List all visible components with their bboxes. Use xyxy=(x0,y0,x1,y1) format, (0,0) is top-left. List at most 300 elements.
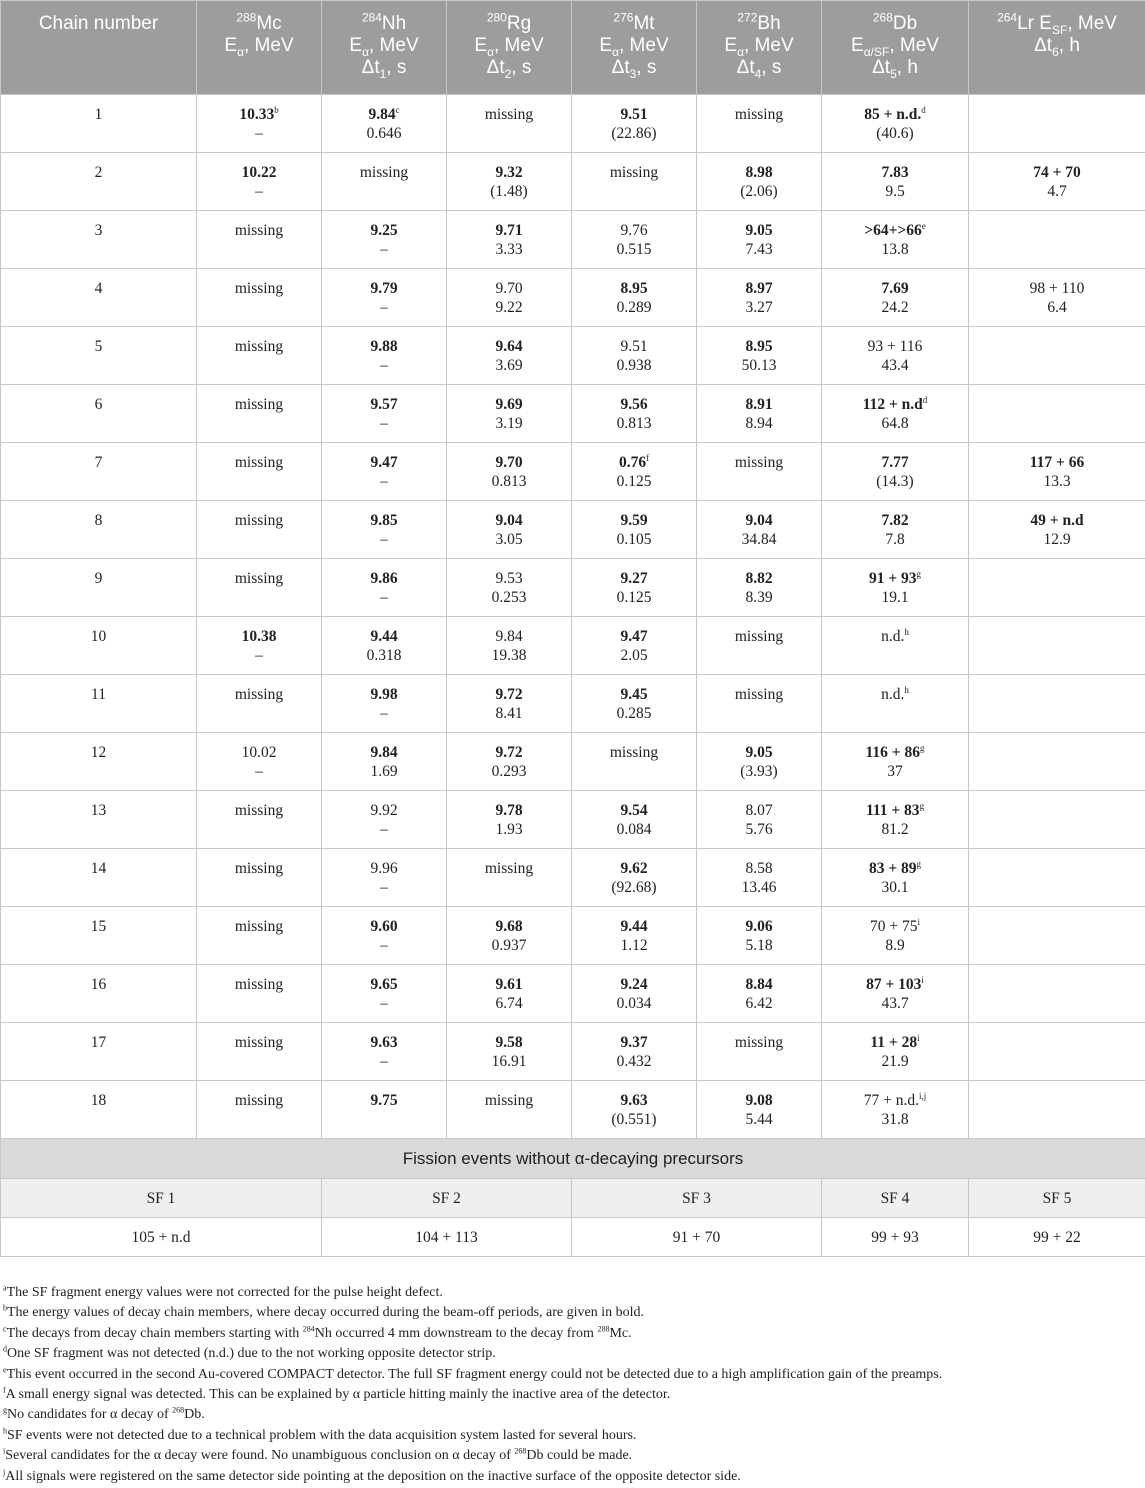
header-db: $^{268}$Db $E_{\alpha/SF}$, MeV $\Delta t_5$, h xyxy=(822,1,969,95)
cell-time: (0.551) xyxy=(611,1111,657,1128)
cell-value: 9.72 xyxy=(495,686,523,703)
cell-nh xyxy=(322,907,447,965)
cell-value: 9.98 xyxy=(370,686,398,703)
chain-number-cell: 1 xyxy=(1,95,197,153)
cell-value: 9.24 xyxy=(620,976,648,993)
cell-value: 91 + 93 xyxy=(868,570,917,587)
cell-bh xyxy=(697,1081,822,1139)
cell-value: 9.60 xyxy=(370,918,398,935)
table-row xyxy=(1,849,1145,907)
cell-mt xyxy=(572,965,697,1023)
chain-number-cell: 2 xyxy=(1,153,197,211)
cell-time: 0.318 xyxy=(366,647,402,664)
cell-mt xyxy=(572,675,697,733)
cell-value: 9.32 xyxy=(495,164,523,181)
cell-time: 4.7 xyxy=(1047,183,1067,200)
footnote-b xyxy=(3,1303,1143,1323)
footnote-mark: d xyxy=(3,1344,7,1354)
cell-mc xyxy=(197,501,322,559)
cell-time: – xyxy=(380,473,388,490)
cell-nh xyxy=(322,559,447,617)
cell-rg xyxy=(447,95,572,153)
cell-value: 9.25 xyxy=(370,222,398,239)
cell-value: 9.61 xyxy=(495,976,523,993)
cell-rg xyxy=(447,907,572,965)
cell-value: 9.08 xyxy=(745,1092,773,1109)
cell-time: 0.813 xyxy=(491,473,527,490)
header-bh: $^{272}$Bh $E_\alpha$, MeV $\Delta t_4$, s xyxy=(697,1,822,95)
footnote-mark: b xyxy=(3,1303,7,1313)
chain-number-cell: 6 xyxy=(1,385,197,443)
cell-nh xyxy=(322,385,447,443)
cell-time: 43.7 xyxy=(881,995,909,1012)
cell-value: 9.65 xyxy=(370,976,398,993)
cell-value: 7.83 xyxy=(881,164,909,181)
cell-time: 5.76 xyxy=(745,821,773,838)
footnote-text: No candidates for α decay of xyxy=(7,1407,173,1423)
cell-mt xyxy=(572,1081,697,1139)
cell-mt xyxy=(572,385,697,443)
cell-time: 43.4 xyxy=(881,357,909,374)
footnote-j xyxy=(3,1467,1143,1487)
cell-value: 8.82 xyxy=(745,570,773,587)
cell-lr xyxy=(969,1081,1145,1139)
cell-db xyxy=(822,95,969,153)
cell-value: 9.04 xyxy=(495,512,523,529)
cell-time: 13.46 xyxy=(741,879,777,896)
cell-value: 112 + n.d xyxy=(862,396,923,413)
cell-db xyxy=(822,443,969,501)
cell-value: 111 + 83 xyxy=(865,802,920,819)
footnote-d xyxy=(3,1344,1143,1364)
footnote-marker: d xyxy=(921,104,926,115)
cell-value: 9.63 xyxy=(620,1092,648,1109)
footnote-text: The SF fragment energy values were not corrected for the pulse height defect. xyxy=(6,1285,443,1300)
cell-time: 0.938 xyxy=(616,357,652,374)
cell-lr xyxy=(969,907,1145,965)
chain-number-cell: 15 xyxy=(1,907,197,965)
cell-value: 9.96 xyxy=(370,860,398,877)
cell-rg xyxy=(447,153,572,211)
footnote-marker: d xyxy=(922,394,928,405)
fission-label-row xyxy=(1,1179,1145,1218)
cell-nh xyxy=(322,791,447,849)
cell-value: missing xyxy=(734,1034,784,1051)
fission-section-title: Fission events without α-decaying precursors xyxy=(1,1139,1145,1179)
cell-value: 9.45 xyxy=(620,686,648,703)
cell-bh xyxy=(697,443,822,501)
footnote-mark: i xyxy=(3,1446,6,1456)
cell-time: (3.93) xyxy=(740,763,778,780)
footnote-marker: g xyxy=(916,858,922,869)
cell-nh xyxy=(322,443,447,501)
cell-time: 6.42 xyxy=(745,995,773,1012)
cell-time: 0.105 xyxy=(616,531,652,548)
cell-lr xyxy=(969,269,1145,327)
cell-value: missing xyxy=(359,164,409,181)
cell-db xyxy=(822,907,969,965)
cell-time: 13.8 xyxy=(881,241,909,258)
cell-rg xyxy=(447,1081,572,1139)
fission-label: SF 5 xyxy=(969,1179,1145,1218)
cell-lr xyxy=(969,675,1145,733)
cell-value: missing xyxy=(484,106,534,123)
cell-bh xyxy=(697,211,822,269)
cell-db xyxy=(822,965,969,1023)
cell-value: missing xyxy=(234,802,284,819)
cell-lr xyxy=(969,617,1145,675)
footnote-marker: i xyxy=(917,916,920,927)
cell-value: 7.82 xyxy=(881,512,909,529)
cell-time: 3.69 xyxy=(495,357,523,374)
chain-number-cell: 13 xyxy=(1,791,197,849)
cell-value: 77 + n.d. xyxy=(863,1092,919,1109)
cell-time: – xyxy=(380,705,388,722)
cell-bh xyxy=(697,849,822,907)
cell-time: (1.48) xyxy=(490,183,528,200)
cell-lr xyxy=(969,559,1145,617)
chain-number-cell: 16 xyxy=(1,965,197,1023)
cell-value: 9.44 xyxy=(620,918,648,935)
footnote-text: Nh occurred 4 mm downstream to the decay from xyxy=(314,1325,598,1341)
cell-lr xyxy=(969,791,1145,849)
header-mt: $^{276}$Mt $E_\alpha$, MeV $\Delta t_3$, s xyxy=(572,1,697,95)
header-nh: $^{284}$Nh $E_\alpha$, MeV $\Delta t_1$, s xyxy=(322,1,447,95)
cell-time: 0.937 xyxy=(491,937,527,954)
cell-bh xyxy=(697,95,822,153)
cell-time: 0.432 xyxy=(616,1053,652,1070)
chain-number-cell: 5 xyxy=(1,327,197,385)
cell-bh xyxy=(697,1023,822,1081)
cell-mt xyxy=(572,849,697,907)
cell-mc xyxy=(197,327,322,385)
cell-value: missing xyxy=(234,454,284,471)
cell-db xyxy=(822,1081,969,1139)
cell-time: 50.13 xyxy=(741,357,777,374)
cell-value: missing xyxy=(234,860,284,877)
cell-time: 0.253 xyxy=(491,589,527,606)
footnote-marker: f xyxy=(646,452,650,463)
cell-time: (22.86) xyxy=(611,125,657,142)
chain-number-cell: 3 xyxy=(1,211,197,269)
cell-value: 8.58 xyxy=(745,860,773,877)
cell-mt xyxy=(572,733,697,791)
footnote-marker: i xyxy=(921,974,924,985)
footnote-h xyxy=(3,1426,1143,1446)
cell-value: missing xyxy=(734,454,784,471)
cell-db xyxy=(822,385,969,443)
fission-section-header xyxy=(1,1139,1145,1179)
cell-value: 70 + 75 xyxy=(869,918,918,935)
cell-time: 3.05 xyxy=(495,531,523,548)
footnote-a xyxy=(3,1283,1143,1303)
cell-time: – xyxy=(380,937,388,954)
footnote-text: Db could be made. xyxy=(526,1448,633,1464)
fission-value-row xyxy=(1,1218,1145,1257)
header-lr: $^{264}$Lr $E_{SF}$, MeV $\Delta t_6$, h xyxy=(969,1,1145,95)
fission-value: 99 + 22 xyxy=(969,1218,1145,1257)
cell-value: 10.38 xyxy=(241,628,277,645)
table-row xyxy=(1,153,1145,211)
cell-time: – xyxy=(380,821,388,838)
chain-number-cell: 10 xyxy=(1,617,197,675)
cell-value: 9.92 xyxy=(370,802,398,819)
cell-mc xyxy=(197,443,322,501)
fission-label: SF 4 xyxy=(822,1179,969,1218)
cell-value: 8.07 xyxy=(745,802,773,819)
cell-time: 0.285 xyxy=(616,705,652,722)
cell-bh xyxy=(697,559,822,617)
cell-mc xyxy=(197,269,322,327)
chain-number-cell: 11 xyxy=(1,675,197,733)
cell-time: 9.22 xyxy=(495,299,523,316)
footnote-text: The energy values of decay chain members, where decay occurred during the beam-off periods, are given in bold. xyxy=(7,1305,645,1321)
cell-mc xyxy=(197,559,322,617)
cell-bh xyxy=(697,153,822,211)
table-row xyxy=(1,327,1145,385)
cell-time: 2.05 xyxy=(620,647,648,664)
cell-lr xyxy=(969,1023,1145,1081)
table-row xyxy=(1,617,1145,675)
cell-nh xyxy=(322,153,447,211)
cell-time: (40.6) xyxy=(876,125,914,142)
footnote-mark: c xyxy=(3,1324,7,1334)
cell-rg xyxy=(447,733,572,791)
cell-value: missing xyxy=(234,686,284,703)
cell-value: 9.63 xyxy=(370,1034,398,1051)
cell-time: – xyxy=(380,995,388,1012)
cell-rg xyxy=(447,211,572,269)
cell-value: 8.95 xyxy=(745,338,773,355)
cell-value: 0.76 xyxy=(618,454,647,471)
footnote-c xyxy=(3,1324,1143,1344)
cell-mt xyxy=(572,327,697,385)
cell-time: – xyxy=(380,879,388,896)
cell-value: 9.51 xyxy=(620,338,648,355)
footnote-mark: e xyxy=(3,1364,7,1374)
cell-time: 9.5 xyxy=(885,183,905,200)
cell-time: 30.1 xyxy=(881,879,909,896)
cell-db xyxy=(822,153,969,211)
cell-value: 9.70 xyxy=(495,454,523,471)
cell-db xyxy=(822,327,969,385)
footnote-marker: b xyxy=(274,104,279,115)
cell-db xyxy=(822,617,969,675)
cell-value: 9.06 xyxy=(745,918,773,935)
cell-value: 10.22 xyxy=(241,164,277,181)
cell-lr xyxy=(969,385,1145,443)
cell-time: (14.3) xyxy=(876,473,914,490)
cell-nh xyxy=(322,675,447,733)
cell-rg xyxy=(447,965,572,1023)
cell-mc xyxy=(197,849,322,907)
cell-time: 0.125 xyxy=(616,589,652,606)
cell-time: – xyxy=(255,125,263,142)
cell-time: (2.06) xyxy=(740,183,778,200)
cell-value: missing xyxy=(484,1092,534,1109)
cell-value: 9.54 xyxy=(620,802,648,819)
cell-time: – xyxy=(380,299,388,316)
footnote-f xyxy=(3,1385,1143,1405)
footnote-text: This event occurred in the second Au-covered COMPACT detector. The full SF fragment energy could not be detected due to a high amplification gain of the preamps. xyxy=(6,1366,943,1382)
table-row xyxy=(1,385,1145,443)
cell-value: 9.05 xyxy=(745,222,773,239)
cell-value: 9.84 xyxy=(368,106,396,123)
cell-value: 83 + 89 xyxy=(868,860,917,877)
cell-value: 9.04 xyxy=(745,512,773,529)
cell-lr xyxy=(969,95,1145,153)
fission-value: 105 + n.d xyxy=(1,1218,322,1257)
cell-time: 6.4 xyxy=(1047,299,1067,316)
cell-value: 117 + 66 xyxy=(1029,454,1085,471)
cell-time: 0.515 xyxy=(616,241,652,258)
cell-db xyxy=(822,559,969,617)
cell-value: 9.70 xyxy=(495,280,523,297)
cell-mt xyxy=(572,211,697,269)
chain-number-cell: 17 xyxy=(1,1023,197,1081)
cell-value: 9.75 xyxy=(370,1092,398,1109)
footnote-marker: h xyxy=(904,626,909,637)
table-row xyxy=(1,1023,1145,1081)
cell-value: 9.71 xyxy=(495,222,523,239)
cell-mc xyxy=(197,791,322,849)
cell-value: missing xyxy=(234,512,284,529)
cell-time: 6.74 xyxy=(495,995,523,1012)
table-row xyxy=(1,1081,1145,1139)
mass-number: 284 xyxy=(302,1324,315,1334)
cell-mt xyxy=(572,907,697,965)
cell-value: 9.44 xyxy=(370,628,398,645)
cell-bh xyxy=(697,327,822,385)
cell-time: 19.1 xyxy=(881,589,909,606)
fission-label: SF 3 xyxy=(572,1179,822,1218)
footnote-text: One SF fragment was not detected (n.d.) due to the not working opposite detector strip. xyxy=(7,1346,496,1362)
cell-nh xyxy=(322,211,447,269)
cell-time: 0.293 xyxy=(491,763,527,780)
cell-time: 1.93 xyxy=(495,821,523,838)
cell-time: 0.289 xyxy=(616,299,652,316)
cell-value: missing xyxy=(734,686,784,703)
cell-value: 9.62 xyxy=(620,860,648,877)
table-row xyxy=(1,95,1145,153)
table-row xyxy=(1,791,1145,849)
cell-mc xyxy=(197,965,322,1023)
cell-time: 8.9 xyxy=(885,937,905,954)
cell-rg xyxy=(447,327,572,385)
cell-nh xyxy=(322,965,447,1023)
cell-rg xyxy=(447,559,572,617)
cell-mc xyxy=(197,617,322,675)
cell-time: 0.813 xyxy=(616,415,652,432)
cell-time: 1.69 xyxy=(370,763,398,780)
cell-value: 9.64 xyxy=(495,338,523,355)
cell-time: – xyxy=(380,531,388,548)
cell-bh xyxy=(697,675,822,733)
header-row xyxy=(1,1,1145,95)
cell-rg xyxy=(447,501,572,559)
cell-value: 116 + 86 xyxy=(865,744,920,761)
footnote-mark: f xyxy=(3,1385,6,1395)
table-row xyxy=(1,675,1145,733)
cell-value: 11 + 28 xyxy=(870,1034,918,1051)
cell-mt xyxy=(572,1023,697,1081)
cell-value: missing xyxy=(609,164,659,181)
cell-nh xyxy=(322,617,447,675)
cell-time: – xyxy=(380,589,388,606)
cell-db xyxy=(822,1023,969,1081)
cell-time: 8.39 xyxy=(745,589,773,606)
cell-time: 5.18 xyxy=(745,937,773,954)
cell-bh xyxy=(697,791,822,849)
footnote-marker: g xyxy=(916,568,922,579)
cell-value: 9.51 xyxy=(620,106,648,123)
cell-mt xyxy=(572,443,697,501)
cell-bh xyxy=(697,501,822,559)
cell-lr xyxy=(969,443,1145,501)
footnote-mark: j xyxy=(3,1467,6,1476)
cell-rg xyxy=(447,849,572,907)
cell-value: 9.78 xyxy=(495,802,523,819)
footnote-text: The decays from decay chain members starting with xyxy=(6,1325,303,1341)
cell-time: 3.27 xyxy=(745,299,773,316)
cell-mc xyxy=(197,385,322,443)
cell-value: 98 + 110 xyxy=(1029,280,1085,297)
footnote-text: Db. xyxy=(184,1407,205,1423)
cell-time: 64.8 xyxy=(881,415,909,432)
cell-value: missing xyxy=(234,1034,284,1051)
table-row xyxy=(1,443,1145,501)
cell-time: 34.84 xyxy=(741,531,777,548)
footnote-marker: h xyxy=(904,684,909,695)
cell-time: 5.44 xyxy=(745,1111,773,1128)
cell-value: 9.85 xyxy=(370,512,398,529)
footnote-marker: g xyxy=(919,742,925,753)
footnote-i xyxy=(3,1446,1143,1466)
cell-value: 9.72 xyxy=(495,744,523,761)
footnote-text: All signals were registered on the same detector side pointing at the deposition on the inactive surface of the opposite detector side. xyxy=(5,1468,741,1484)
cell-value: 7.77 xyxy=(881,454,909,471)
footnote-mark: h xyxy=(3,1426,7,1436)
chain-number-cell: 4 xyxy=(1,269,197,327)
footnote-mark: a xyxy=(3,1283,7,1293)
cell-value: 9.68 xyxy=(495,918,523,935)
cell-nh xyxy=(322,1081,447,1139)
cell-lr xyxy=(969,211,1145,269)
header-rg: $^{280}$Rg $E_\alpha$, MeV $\Delta t_2$, s xyxy=(447,1,572,95)
cell-mc xyxy=(197,907,322,965)
cell-value: 87 + 103 xyxy=(866,976,922,993)
cell-mc xyxy=(197,733,322,791)
cell-value: 9.79 xyxy=(370,280,398,297)
cell-bh xyxy=(697,965,822,1023)
cell-mc xyxy=(197,1081,322,1139)
cell-value: 93 + 116 xyxy=(867,338,923,355)
mass-number: 268 xyxy=(514,1446,527,1456)
cell-time: 81.2 xyxy=(881,821,909,838)
cell-db xyxy=(822,211,969,269)
cell-db xyxy=(822,675,969,733)
cell-value: missing xyxy=(734,628,784,645)
cell-value: 8.97 xyxy=(745,280,773,297)
footnote-marker: i,j xyxy=(918,1090,927,1101)
cell-mc xyxy=(197,153,322,211)
cell-time: – xyxy=(255,763,263,780)
cell-nh xyxy=(322,733,447,791)
cell-time: (92.68) xyxy=(611,879,657,896)
cell-time: 0.084 xyxy=(616,821,652,838)
cell-time: 8.94 xyxy=(745,415,773,432)
cell-rg xyxy=(447,269,572,327)
